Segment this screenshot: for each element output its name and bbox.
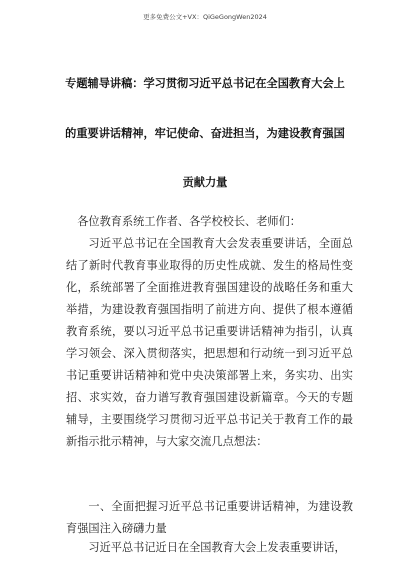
document-title-line-1: 专题辅导讲稿：学习贯彻习近平总书记在全国教育大会上 (65, 77, 345, 90)
body-paragraph-1: 习近平总书记在全国教育大会发表重要讲话，全面总结了新时代教育事业取得的历史性成就、发生的格局性变化，系统部署了全面推进教育强国建设的战略任务和重大举措，为建设教育强国指明了前进方向、提供了根本遵循教育系统，要以习近平总书记重要讲话精神为指引，认真学习领会、深入贯彻落实，把思想和行动统一到习近平总书记重要讲话精神和党中央决策部署上来，务实功、出实招、求实效，奋力谱写教育强国建设新篇章。今天的专题辅导，主要围绕学习贯彻习近平总书记关于教育工作的最新指示批示精神，与大家交流几点想法： (66, 237, 353, 448)
greeting: 各位教育系统工作者、各学校校长、老师们： (77, 215, 301, 228)
header-note: 更多免费公文+VX：QiGeGongWen2024 (143, 13, 267, 21)
section-heading-1: 一、全面把握习近平总书记重要讲话精神，为建设教育强国注入磅礴力量 (66, 500, 353, 535)
document-title-line-2: 的重要讲话精神，牢记使命、奋进担当，为建设教育强国 (65, 127, 345, 140)
document-title-line-3: 贡献力量 (182, 176, 228, 189)
body-paragraph-2: 习近平总书记近日在全国教育大会上发表重要讲话， (88, 541, 346, 554)
